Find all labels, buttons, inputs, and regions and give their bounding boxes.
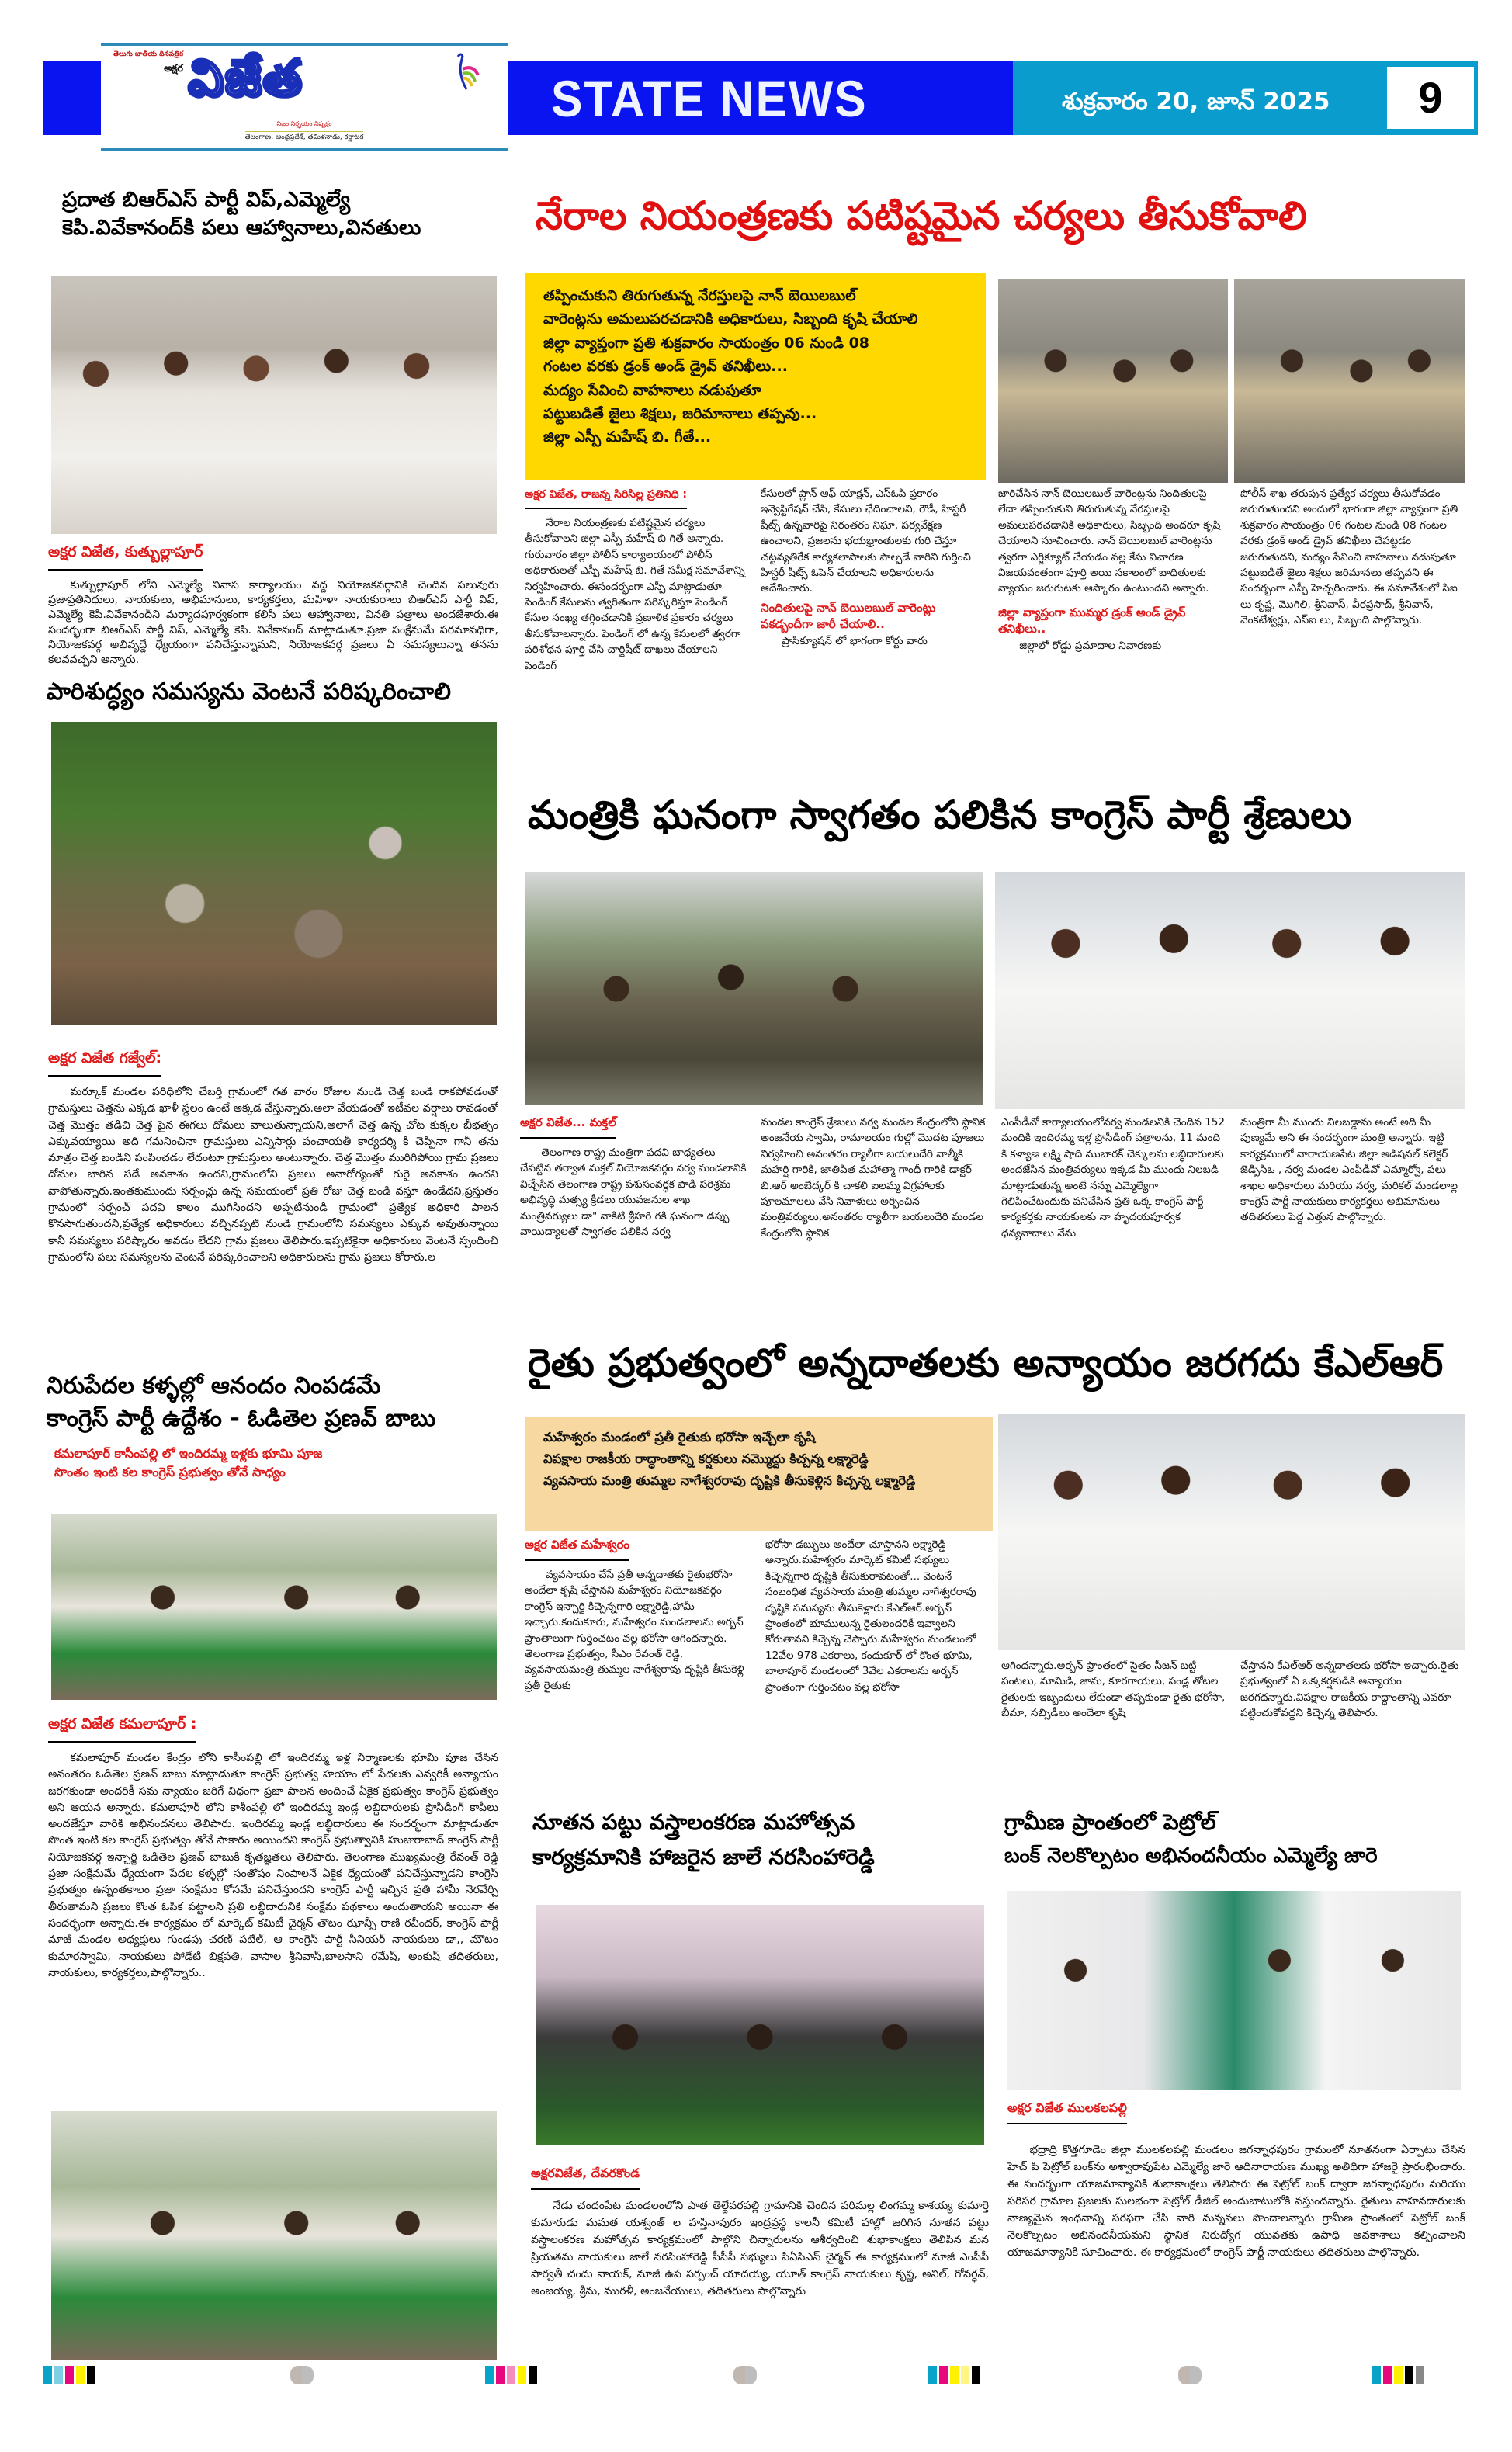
article-body: మండల కాంగ్రెస్ శ్రేణులు నర్వ మండల కేంద్రంలోని స్థానిక అంజనేయ స్వామి, రామాలయం గుల్లో మొదట పూజలు నిర్వహించి అనంతరం ర్యాలీగా బయలుదేరి వాల్మీకి మహర్షి గారికి, జాతిపిత మహాత్మా గాంధీ గారికి డాక్టర్ బి.ఆర్ అంబేద్కర్ కి చాకలి ఐలమ్మ విగ్రహాలకు పూలమాలలు వేసి నివాళులు అర్పించిన మంత్రివర్యులు,అనంతరం ర్యాలీగా బయలుదేరి మండల కేంద్రంలోని స్థానిక bbox=[761, 1116, 986, 1240]
article-headline-line1: నిరుపేదల కళ్ళల్లో ఆనందం నింపడమే bbox=[47, 1372, 381, 1399]
crime-col-4 bbox=[1240, 486, 1465, 779]
article-body: కమలాపూర్ మండల కేంద్రం లోని కాసీంపల్లి లో ఇందిరమ్మ ఇళ్ల నిర్మాణలకు భూమి పూజ చేసిన అనంతరం ఓడితెల ప్రణవ్ బాబు మాట్లాడుతూ కాంగ్రెస్ ప్రభుత్వ హయాం లో పేదలకు ఎవ్వరికీ అన్యాయం జరగకుండా అందరికీ సమ న్యాయం జరిగే విధంగా ప్రజా పాలన అందించే ఏకైక ప్రభుత్వం కాంగ్రెస్ ప్రభుత్వం అని ఆయన అన్నారు. కమలాపూర్ లోని కాశీంపల్లి లో ఇందిరమ్మ ఇండ్ల లబ్ధిదారులకు ప్రొసిడింగ్ కాపీలు అందజేస్తూ వారికి అభినందనలు తెలిపారు. ఇందిరమ్మ ఇండ్ల లబ్ధిదారులు ఈ సందర్భంగా మాట్లాడుతూ సొంత ఇంటి కల కాంగ్రెస్ ప్రభుత్వం తోనే సాకారం అయిందని కాంగ్రెస్ ప్రభుత్వానికి హుజురాబాద్ కాంగ్రెస్ పార్టీ నియోజకవర్గ ఇన్చార్జి ఓడితెల ప్రణవ్ బాబుకి కృతజ్ఞతలు తెలిపారు. తెలంగాణ ముఖ్యమంత్రి రేవంత్ రెడ్డి ప్రజా సంక్షేమమే ధ్యేయంగా పేదల కళ్ళల్లో సంతోషం నింపాలనే ఏకైక ధ్యేయంతో పనిచేస్తున్నాడని కాంగ్రెస్ ప్రభుత్వం ఉన్నంతకాలం ప్రజా సంక్షేమం కోసమే పనిచేస్తుందని కాంగ్రెస్ పార్టీ ఇచ్చిన ప్రతి హామీ నెరవేర్చి తీరుతామని ప్రజలు కొంత ఓపిక పట్టాలని ప్రతి లబ్ధిదారునికి సంక్షేమ పథకాలు అందుతాయని అయినా ఈ సందర్భంగా అన్నారు.ఈ కార్యక్రమం లో మార్కెట్ కమిటీ చైర్మన్ తౌటం ఝాన్సీ రాణి రవీందర్, కాంగ్రెస్ పార్టీ మాజీ మండల అధ్యక్షులు గుండపు చరణ్ పటేల్, ఆ కాంగ్రెస్ పార్టీ సీనియర్ నాయకులు డా,, మౌటం కుమారస్వామి, నాయకులు పోడేటి బిక్షపతి, వాసాల శ్రీనివాస్,బాలసాని రమేష్, అంకుష్ తదితరులు, నాయకులు, కార్యకర్తలు,పాల్గొన్నారు.. bbox=[48, 1752, 498, 1979]
article-headline-line2: కెపి.వివేకానంద్‌కి పలు ఆహ్వానాలు,వినతులు bbox=[62, 216, 421, 241]
minister-col-3 bbox=[1001, 1115, 1228, 1326]
dateline: అక్షర విజేత ములకలపల్లి bbox=[1007, 2100, 1127, 2124]
article-petrol-bunk bbox=[1004, 1805, 1470, 1872]
article-photo-rally bbox=[525, 872, 983, 1105]
dateline: అక్షర విజేత, కుత్బుల్లాపూర్ bbox=[48, 543, 203, 571]
color-swatch bbox=[950, 2366, 959, 2384]
cmyk-bar-4 bbox=[1372, 2366, 1424, 2384]
color-swatch bbox=[972, 2366, 980, 2384]
article-highlights-klr bbox=[525, 1417, 993, 1531]
color-swatch bbox=[939, 2366, 948, 2384]
color-swatch bbox=[485, 2366, 494, 2384]
color-swatch bbox=[1383, 2366, 1392, 2384]
article-body: కేసులలో ప్లాన్ ఆఫ్ యాక్షన్, ఎస్ఓపి ప్రకారం ఇన్వెస్టిగేషన్ చేసి, కేసులు ఛేదించాలని, రౌడీ, హిస్టరీ షీట్స్ ఉన్నవారిపై నిరంతరం నిఘా, పర్యవేక్షణ ఉంచాలని, ప్రజలను భయభ్రాంతులకు గురి చేస్తూ చట్టవ్యతిరేక కార్యకలాపాలకు పాల్పడే వారిని గుర్తించి హిస్టరీ షీట్స్ ఓపెన్ చేయాలని అధికారులను ఆదేశించారు. bbox=[761, 487, 971, 595]
logo-bottom-block bbox=[109, 120, 500, 143]
article-headline-line1: నూతన పట్టు వస్త్రాలంకరణ మహోత్సవ bbox=[532, 1809, 855, 1835]
article-sanitation-body bbox=[48, 1049, 498, 1360]
highlight-line: తప్పించుకుని తిరుగుతున్న నేరస్తులపై నాన్ బెయిలబుల్ bbox=[543, 287, 856, 304]
article-headline-line1: గ్రామీణ ప్రాంతంలో పెట్రోల్ bbox=[1004, 1809, 1216, 1835]
color-swatch bbox=[961, 2366, 969, 2384]
color-swatch bbox=[76, 2366, 85, 2384]
klr-col-4 bbox=[1240, 1658, 1465, 1791]
highlight-line: గంటల వరకు డ్రంక్ అండ్ డ్రైవ్ తనిఖీలు... bbox=[543, 358, 788, 376]
logo-left-block bbox=[109, 50, 183, 77]
article-headline-crime-control: నేరాల నియంత్రణకు పటిష్టమైన చర్యలు తీసుకోవాలి bbox=[536, 193, 1307, 238]
klr-col-3 bbox=[1001, 1658, 1228, 1791]
crime-col-1 bbox=[525, 486, 751, 779]
cmyk-bar-2 bbox=[485, 2366, 537, 2384]
article-pranav bbox=[47, 1370, 512, 1482]
article-subhead: జిల్లా వ్యాప్తంగా ముమ్మర డ్రంక్ అండ్ డ్రైవ్ తనిఖీలు.. bbox=[998, 605, 1186, 636]
registration-mark bbox=[1178, 2366, 1202, 2384]
logo-name: విజేత bbox=[188, 50, 303, 107]
newspaper-logo[interactable] bbox=[101, 43, 508, 151]
color-swatch bbox=[928, 2366, 937, 2384]
color-swatch bbox=[529, 2366, 537, 2384]
logo-subtitle: నిజం నిర్భయం నిష్పక్షం bbox=[276, 120, 332, 127]
edition-date: శుక్రవారం 20, జూన్ 2025 bbox=[1062, 88, 1330, 116]
article-body: ప్రాసిక్యూషన్ లో భాగంగా కోర్టు వారు bbox=[782, 635, 928, 648]
article-body: భద్రాద్రి కొత్తగూడెం జిల్లా ములకలపల్లి మండలం జగన్నాధపురం గ్రామంలో నూతనంగా ఏర్పాటు చేసిన హెచ్ పి పెట్రోల్ బంక్‌ను అశ్వారావుపేట ఎమ్మెల్యే జారె ఆదినారాయణ ముఖ్య అతిథిగా హాజరై ప్రారంభించారు. ఈ సందర్భంగా యాజమాన్యానికి శుభాకాంక్షలు తెలిపారు ఈ పెట్రోల్ బంక్ ద్వారా జగన్నాధపురం మరియు పరిసర గ్రామాల ప్రజలకు సులభంగా పెట్రోల్ డీజిల్ అందుబాటులోకి వస్తుందన్నారు. రైతులు వాహనదారులకు నాణ్యమైన ఇంధనాన్ని సరఫరా చేసి వారి మన్ననలు పొందాలన్నారు గ్రామీణ ప్రాంతంలో పెట్రోల్ బంక్ నెలకొల్పటం అభినందనీయమని స్థానిక నిరుద్యోగ యువతకు ఉపాధి అవకాశాలు కల్పించాలని యాజమాన్యానికి సూచించారు. ఈ కార్యక్రమంలో కాంగ్రెస్ పార్టీ నాయకులు తదితరులు పాల్గొన్నారు. bbox=[1007, 2144, 1465, 2259]
article-brs-mla bbox=[62, 186, 505, 243]
article-body: భరోసా డబ్బులు అందేలా చూస్తానని లక్ష్మారెడ్డి అన్నారు.మహేశ్వరం మార్కెట్ కమిటీ సభ్యులు కిచ్చెన్నగారి దృష్టికి తీసుకురావటంతో... వెంటనే సంబంధిత వ్యవసాయ మంత్రి తుమ్మల నాగేశ్వరరావు దృష్టికి సమస్యను తీసుకెళ్లారు కేఎల్ఆర్.అర్బన్ ప్రాంతంలో భూములున్న రైతులందరికీ ఇవ్వాలని కోరుతానని కిచ్చెన్న చెప్పారు.మహేశ్వరం మండలంలో 12వేల 978 ఎకరాలు, కందుకూర్ లో కొంత భూమి, బాలాపూర్ మండలంలో 3వేల ఎకరాలను అర్బన్ ప్రాంతంగా గుర్తించటం వల్ల భరోసా bbox=[765, 1538, 976, 1694]
color-swatch bbox=[1405, 2366, 1413, 2384]
article-highlights-crime-control bbox=[525, 273, 986, 480]
article-headline-klr: రైతు ప్రభుత్వంలో అన్నదాతలకు అన్యాయం జరగదు కేఎల్ఆర్ bbox=[528, 1340, 1444, 1386]
cmyk-bar-3 bbox=[928, 2366, 980, 2384]
minister-col-4 bbox=[1240, 1115, 1465, 1326]
color-swatch bbox=[65, 2366, 74, 2384]
article-photo-police-2 bbox=[1234, 279, 1465, 483]
color-swatch bbox=[1416, 2366, 1424, 2384]
article-subhead: నిందితులపై నాన్ బెయిలబుల్ వారెంట్లు పకడ్బందీగా జారీ చేయాలి.. bbox=[761, 600, 936, 632]
logo-tagline: తెలుగు జాతీయ దినపత్రిక bbox=[113, 50, 183, 58]
peacock-icon bbox=[442, 50, 481, 97]
article-body: వ్యవసాయం చేసే ప్రతీ అన్నదాతకు రైతుభరోసా అందేలా కృషి చేస్తానని మహేశ్వరం నియోజకవర్గం కాంగ్రెస్ ఇన్చార్జి కిచ్చెన్నగారి లక్ష్మారెడ్డి,హామీ ఇచ్చారు.కందుకూరు, మహేశ్వరం మండలాలను అర్బన్ ప్రాంతాలుగా గుర్తించటం వల్ల భరోసా ఆగిందన్నారు. తెలంగాణ ప్రభుత్వం, సీఎం రేవంత్ రెడ్డి, వ్యవసాయమంత్రి తుమ్మల నాగేశ్వరావు దృష్టికి తీసుకెళ్లి ప్రతీ రైతుకు bbox=[525, 1569, 744, 1692]
cmyk-bar-1 bbox=[43, 2366, 95, 2384]
article-silk-ceremony bbox=[532, 1805, 995, 1875]
logo-states: తెలంగాణ, ఆంధ్రప్రదేశ్, తమిళనాడు, కర్ణాటక bbox=[245, 131, 364, 143]
highlight-line: వ్యవసాయ మంత్రి తుమ్మల నాగేశ్వరరావు దృష్టికి తీసుకెళ్లిన కిచ్చన్న లక్ష్మారెడ్డి bbox=[543, 1473, 916, 1489]
article-body: నేడు చందంపేట మండలంలోని పాత తెల్దేవరపల్లి గ్రామానికి చెందిన పరిమల్ల లింగమ్మ కాశయ్య కుమార్తె కుమారుడు మమత యశ్వంత్ ల హస్తినాపురం ఇంద్రప్రస్థ కాలనీ కమిటీ హాల్లో జరిగిన నూతన పట్టు వస్త్రాలంకరణ మహోత్సవ కార్యక్రమంలో పాల్గొని చిన్నారులను ఆశీర్వదించి శుభాకాంక్షలు తెలిపిన మన ప్రియతమ నాయకులు జాలే నరసింహారెడ్డి పీసీసీ సభ్యులు పిఏసిఎస్ చైర్మన్ ఈ కార్యక్రమంలో మాజీ ఎంపీపీ పార్వతీ చందు నాయక్, మాజీ ఉప సర్పంచ్ యాదయ్య, యూత్ కాంగ్రెస్ నాయకులు కృష్ణ, అనిల్, గోవర్ధన్, అంజయ్య, శ్రీను, మురళీ, అంజనేయులు, తదితరులు పాల్గొన్నారు bbox=[531, 2200, 989, 2298]
article-photo-pranav-2 bbox=[51, 2111, 497, 2360]
article-headline-line2: బంక్ నెలకొల్పటం అభినందనీయం ఎమ్మెల్యే జారె bbox=[1004, 1843, 1378, 1868]
article-subhead: కమలాపూర్ కాసీంపల్లి లో ఇందిరమ్మ ఇళ్లకు భూమి పూజ bbox=[54, 1446, 323, 1461]
color-swatch bbox=[507, 2366, 515, 2384]
article-body: కుత్బుల్లాపూర్ లోని ఎమ్మెల్యే నివాస కార్యాలయం వద్ద నియోజకవర్గానికి చెందిన పలువురు ప్రజాప్రతినిధులు, నాయకులు, అభిమానులు, కార్యకర్తలు, మహిళా నాయకురాలు బిఆర్ఎస్ పార్టీ విప్, ఎమ్మెల్యే కెపి.వివేకానంద్‌ని మర్యాదపూర్వకంగా కలిసి పలు ఆహ్వానాలు, వినతి పత్రాలు అందజేశారు.ఈ సందర్భంగా బిఆర్ఎస్ పార్టీ విప్, ఎమ్మెల్యే కెపి. వివేకానంద్ మాట్లాడుతూ.ప్రజా సంక్షేమమే పరమావధిగా, నియోజకవర్గ అభివృద్దే ధ్యేయంగా పనిచేస్తున్నామని, నియోజకవర్గ ప్రజలు ఏ సమస్యలున్నా తనను కలవవచ్చని అన్నారు. bbox=[48, 579, 498, 666]
color-swatch bbox=[518, 2366, 526, 2384]
article-body: మంత్రిగా మీ ముందు నిలబడ్డాను అంటే అది మీ పుణ్యమే అని ఈ సందర్భంగా మంత్రి అన్నారు. ఇట్టి కార్యక్రమంలో నారాయణపేట జిల్లా అడిషనల్ కలెక్టర్ జెడ్పిసిఒ , నర్వ మండల ఎంపీడీవో ఎమ్మార్వో, పలు శాఖల అధికారులు మరియు నర్వ, మరికల్ మండలాల్ల కాంగ్రెస్ పార్టీ నాయకులు కార్యకర్తలు అభిమానులు తదితరులు పెద్ద ఎత్తున పాల్గొన్నారు. bbox=[1240, 1116, 1458, 1224]
article-photo-petrol-bunk bbox=[1007, 1891, 1461, 2090]
article-body: మర్కూక్ మండల పరిధిలోని చేబర్తి గ్రామంలో గత వారం రోజుల నుండి చెత్త బండి రాకపోవడంతో గ్రామస్తులు చెత్తను ఎక్కడ ఖాళీ స్థలం ఉంటే అక్కడ వేస్తున్నారు.అలా వేయడంతో ఇటీవల వర్షాలు రావడంతో చెత్త మొత్తం తడిచి చెత్త పైన ఈగలు దోమలు వాలుతున్నాయని,అలాగే చెత్త ఉన్న చోట కుక్కల బీభత్సం ఎక్కువయ్యాయి అది గమనించినా గ్రామస్తులు ఎన్నిసార్లు పంచాయతీ కార్యదర్శి కి చెప్పినా గానీ తను మాత్రం చెత్త బండిని పంపించడం లేదంటూ గ్రామస్తులు అంటున్నారు. చెత్త మొత్తం మురిగిపోయి గ్రామ ప్రజలు దోమల బారిన పడే అవకాశం ఉందని,గ్రామంలోని ప్రజలు అనారోగ్యంతో గురై అవకాశం ఉందని వాపోతున్నారు.ఇంతకుముందు సర్పంచ్లు ఉన్న సమయంలో ప్రతి రోజు చెత్త బండి వస్తూ ఉండేదని,ప్రస్తుతం గ్రామంలో సర్పంచ్ పదవి కాలం ముగిసిందని అప్పటినుండి గ్రామంలో ప్రత్యేక అధికారి పాలన కొనసాగుతుందని,ప్రత్యేక అధికారులు వచ్చినప్పటి నుండి గ్రామంలోని సమస్యలు ఎక్కువ అవుతున్నాయి కానీ సమస్యలు పరిష్కారం అవడం లేదని గ్రామ ప్రజలు తెలిపారు.ఇప్పటికైనా అధికారులు వెంటనే స్పందించి గ్రామంలోని పలు సమస్యలను వెంటనే పరిష్కరించాలని అధికారులను గ్రామ ప్రజలు కోరారు.ల bbox=[48, 1086, 498, 1264]
color-swatch bbox=[1394, 2366, 1403, 2384]
highlight-line: మహేశ్వరం మండంలో ప్రతీ రైతుకు భరోసా ఇచ్చేలా కృషి bbox=[543, 1430, 816, 1444]
color-swatch bbox=[1372, 2366, 1381, 2384]
klr-col-1 bbox=[525, 1537, 751, 1791]
article-body: తెలంగాణ రాష్ట్ర మంత్రిగా పదవి బాధ్యతలు చేపట్టిన తర్వాత మక్తల్ నియోజకవర్గం నర్వ మండలానికి విచ్చేసిన తెలంగాణ రాష్ట్ర పశుసంవర్ధక పాడి పరిశ్రమ అభివృద్ధి మత్స్య క్రీడలు యువజనుల శాఖ మంత్రివర్యులు డా" వాకిటి శ్రీహరి గకి ఘనంగా డప్పు వాయిద్యాలతో స్వాగతం పలికిన నర్వ bbox=[520, 1146, 747, 1238]
highlight-line: మద్యం సేవించి వాహనాలు నడుపుతూ bbox=[543, 381, 761, 399]
article-photo-beneficiaries bbox=[995, 872, 1465, 1109]
dateline: అక్షర విజేత కమలాపూర్ : bbox=[48, 1715, 196, 1743]
klr-col-2 bbox=[765, 1537, 990, 1791]
article-petrol-body bbox=[1007, 2100, 1465, 2360]
color-swatch bbox=[496, 2366, 505, 2384]
article-photo-police-1 bbox=[998, 279, 1228, 483]
minister-col-1 bbox=[520, 1115, 747, 1326]
article-body: ఆగిందన్నారు.అర్బన్ ప్రాంతంలో సైతం సీజన్ బట్టి పంటలు, మామిడి, జామ, కూరగాయలు, పండ్ల తోటల రైతులకు ఇబ్బందులు లేకుండా తప్పకుండా రైతు భరోసా, బీమా, సబ్సిడీలు అందేలా కృషి bbox=[1001, 1660, 1226, 1720]
article-headline-line2: కాంగ్రెస్ పార్టీ ఉద్దేశం - ఓడితెల ప్రణవ్ బాబు bbox=[47, 1405, 436, 1432]
highlight-line: విపక్షాల రాజకీయ రాద్ధాంతాన్ని కర్షకులు నమ్మొద్దు కిచ్చన్న లక్ష్మారెడ్డి bbox=[543, 1451, 869, 1467]
article-photo-ceremony bbox=[536, 1905, 984, 2145]
article-silk-body bbox=[531, 2166, 989, 2360]
section-title: STATE NEWS bbox=[551, 70, 868, 127]
article-headline-line1: ప్రదాత బిఆర్ఎస్ పార్టీ విప్,ఎమ్మెల్యే bbox=[62, 188, 351, 212]
article-body: నేరాల నియంత్రణకు పటిష్టమైన చర్యలు తీసుకోవాలని జిల్లా ఎస్పీ మహేష్ బి గితే అన్నారు. గురువారం జిల్లా పోలీస్ కార్యాలయంలో పోలీస్ అధికారులతో ఎస్పీ మహేష్ బి. గితే సమీక్ష సమావేశాన్ని నిర్వహించారు. ఈసందర్భంగా ఎస్పీ మాట్లాడుతూ పెండింగ్ కేసులను త్వరితంగా పరిష్కరిస్తూ పెండింగ్ కేసుల సంఖ్య తగ్గించడానికి ప్రణాళిక ప్రకారం చర్యలు తీసుకోవాలన్నారు. పెండింగ్ లో ఉన్న కేసులలో త్వరగా పరిశోధన పూర్తి చేసి చార్జిషీట్ దాఖలు చేయాలని పెండింగ్ bbox=[525, 517, 745, 672]
logo-akshara: అక్షర bbox=[164, 63, 183, 75]
dateline: అక్షర విజేత, రాజన్న సిరిసిల్ల ప్రతినిధి : bbox=[525, 488, 687, 509]
article-body: చేస్తానని కేఎల్ఆర్ అన్నదాతలకు భరోసా ఇచ్చారు.రైతు ప్రభుత్వంలో ఏ ఒక్కకర్షకుడికి అన్యాయం జరగదన్నారు.విపక్షాల రాజకీయ రాద్ధాంతాన్ని ఎవరూ పట్టించుకోవద్దని కిచ్చెన్న తెలిపారు. bbox=[1240, 1660, 1459, 1720]
article-photo-pranav bbox=[51, 1514, 497, 1700]
article-subhead: సొంతం ఇంటి కల కాంగ్రెస్ ప్రభుత్వం తోనే సాధ్యం bbox=[54, 1465, 286, 1479]
highlight-line: జిల్లా వ్యాప్తంగా ప్రతి శుక్రవారం సాయంత్రం 06 నుండి 08 bbox=[543, 334, 870, 352]
registration-mark bbox=[733, 2366, 757, 2384]
article-body: జారిచేసిన నాన్ బెయిలబుల్ వారెంట్లను నిందితులపై లేదా తప్పించుకుని తిరుగుతున్న నేరస్తులపై అమలుపరచడానికి అధికారులు, సిబ్బంది అందరూ కృషి చేయాలని సూచించారు. నాన్ బెయిలబుల్ వారెంట్లను త్వరగా ఎగ్జిక్యూట్ చేయడం వల్ల కేసు విచారణ విజయవంతంగా పూర్తి అయి సకాలంలో బాధితులకు న్యాయం జరుగుటకు ఆస్కారం ఉంటుందని అన్నారు. bbox=[998, 487, 1221, 595]
registration-mark bbox=[290, 2366, 314, 2384]
article-photo-brs-mla bbox=[51, 276, 497, 534]
article-body: పోలీస్ శాఖ తరుపున ప్రత్యేక చర్యలు తీసుకోవడం జరుగుతుందని అందులో భాగంగా జిల్లా వ్యాప్తంగా ప్రతి శుక్రవారం సాయంత్రం 06 గంటల నుండి 08 గంటల వరకు డ్రంక్ అండ్ డ్రైవ్ తనిఖీలు చేపట్టడం జరుగుతుదని, మద్యం సేవించి వాహనాలు నడుపుతూ పట్టుబడితే జైలు శిక్షలు జరిమానలు తప్పవని ఈ సందర్భంగా ఎస్పీ హెచ్చరించారు. ఈ సమావేశంలో సిఐ లు కృష్ణ, మొగిలి, శ్రీనివాస్, వీరప్రసాద్, శ్రీనివాస్, వెంకటేశ్వర్లు, ఎస్ఐ లు, సిబ్బంది పాల్గొన్నారు. bbox=[1240, 487, 1458, 627]
color-swatch bbox=[43, 2366, 52, 2384]
dateline: అక్షర విజేత... మక్తల్ bbox=[520, 1115, 616, 1139]
dateline: అక్షర విజేత మహేశ్వరం bbox=[525, 1538, 629, 1561]
page-number: 9 bbox=[1387, 67, 1474, 129]
highlight-line: వారెంట్లను అమలుపరచడానికి అధికారులు, సిబ్బంది కృషి చేయాలి bbox=[543, 310, 918, 328]
dateline: అక్షరవిజేత, దేవరకొండ bbox=[531, 2166, 640, 2190]
crime-col-3 bbox=[998, 486, 1228, 779]
article-body: జిల్లాలో రోడ్డు ప్రమాదాల నివారణకు bbox=[1019, 640, 1162, 653]
minister-col-2 bbox=[761, 1115, 986, 1326]
article-headline-minister: మంత్రికి ఘనంగా స్వాగతం పలికిన కాంగ్రెస్ పార్టీ శ్రేణులు bbox=[528, 792, 1351, 838]
color-swatch bbox=[87, 2366, 95, 2384]
article-photo-klr bbox=[998, 1414, 1465, 1650]
article-photo-garbage bbox=[51, 722, 497, 1025]
color-swatch bbox=[54, 2366, 63, 2384]
highlight-line: జిల్లా ఎస్పీ మహేష్ బి. గీతే... bbox=[543, 428, 712, 446]
highlight-line: పట్టుబడితే జైలు శిక్షలు, జరిమానాలు తప్పవు... bbox=[543, 404, 817, 422]
crime-col-2 bbox=[761, 486, 986, 779]
article-brs-mla-body bbox=[48, 543, 498, 668]
article-headline-line2: కార్యక్రమానికి హాజరైన జాలే నరసింహారెడ్డి bbox=[532, 1843, 875, 1870]
article-pranav-body bbox=[48, 1715, 498, 2103]
dateline: అక్షర విజేత గజ్వేల్: bbox=[48, 1049, 161, 1077]
article-body: ఎంపీడీవో కార్యాలయంలోనర్వ మండలనికి చెందిన 152 మందికి ఇందిరమ్మ ఇళ్ల ప్రొసీడింగ్ పత్రాలను, 11 మంది కి కళ్యాణ లక్ష్మి షాది ముబారక్ చెక్కులను లబ్ధిదారులకు అందజేసిన మంత్రివర్యులు ఇక్కడ మీ ముందు నిలబడి మాట్లాడుతున్న అంటే నన్ను ఎమ్మెల్యేగా గెలిపించేటందుకు పనిచేసిన ప్రతి ఒక్క కాంగ్రెస్ పార్టీ కార్యకర్తకు నాయకులకు నా హృదయపూర్వక ధన్యవాదాలు నేను bbox=[1001, 1116, 1226, 1240]
article-headline-sanitation: పారిశుద్ధ్యం సమస్యను వెంటనే పరిష్కరించాలి bbox=[47, 678, 451, 706]
